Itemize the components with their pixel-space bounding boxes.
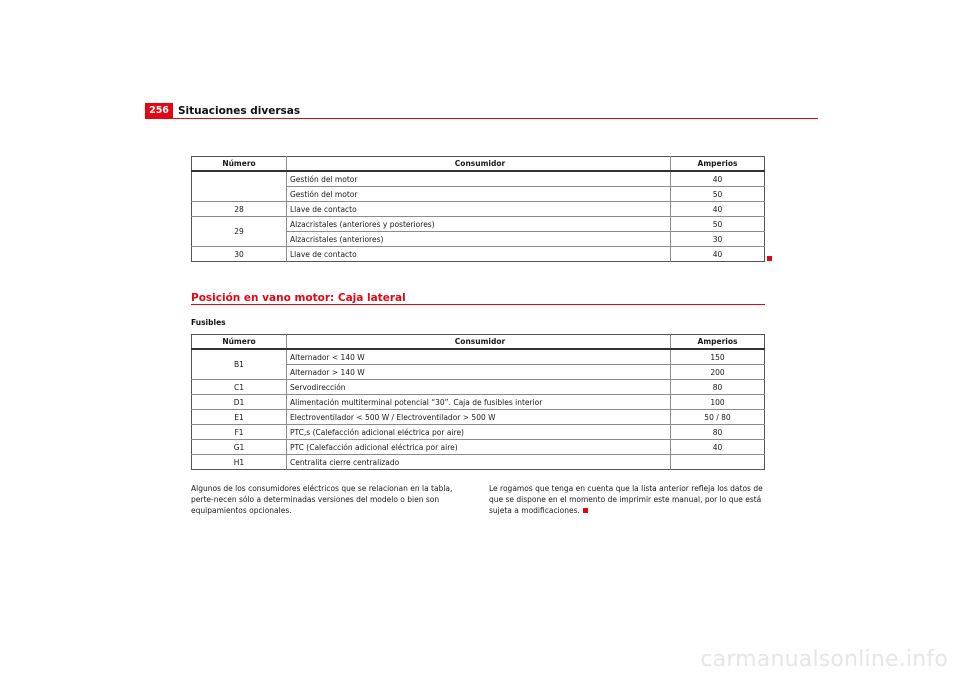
cell-consumidor: PTC (Calefacción adicional eléctrica por aire) xyxy=(287,440,671,455)
cell-amperios: 30 xyxy=(671,232,765,247)
cell-consumidor: Alimentación multiterminal potencial “30”. Caja de fusibles interior xyxy=(287,395,671,410)
table-row xyxy=(192,395,765,410)
cell-numero: C1 xyxy=(192,380,287,395)
cell-amperios: 100 xyxy=(671,395,765,410)
table-row xyxy=(192,455,765,470)
cell-numero: 30 xyxy=(192,247,287,262)
cell-amperios: 40 xyxy=(671,171,765,187)
page-number: 256 xyxy=(145,103,173,119)
table-header-row xyxy=(192,335,765,350)
cell-numero xyxy=(192,171,287,202)
table-row xyxy=(192,217,765,232)
cell-consumidor: Alzacristales (anteriores y posteriores) xyxy=(287,217,671,232)
column-header-amperios: Amperios xyxy=(671,157,765,172)
cell-consumidor: Alternador > 140 W xyxy=(287,365,671,380)
cell-consumidor: Alternador < 140 W xyxy=(287,349,671,365)
cell-consumidor: Gestión del motor xyxy=(287,171,671,187)
column-header-amperios: Amperios xyxy=(671,335,765,350)
section-rule xyxy=(191,304,765,305)
cell-numero: 29 xyxy=(192,217,287,247)
cell-consumidor: Gestión del motor xyxy=(287,187,671,202)
cell-consumidor: Electroventilador < 500 W / Electroventilador > 500 W xyxy=(287,410,671,425)
table-row xyxy=(192,410,765,425)
table-row xyxy=(192,247,765,262)
note-text-right: Le rogamos que tenga en cuenta que la lista anterior refleja los datos de que se dispone en el momento de imprimir este manual, por lo que está sujeta a modificaciones. xyxy=(489,484,763,515)
cell-amperios xyxy=(671,455,765,470)
table-row xyxy=(192,349,765,365)
note-text-left: Algunos de los consumidores eléctricos que se relacionan en la tabla, perte-necen sólo a determinadas versiones del modelo o bien son equipamientos opcionales. xyxy=(191,484,453,515)
cell-amperios: 50 xyxy=(671,217,765,232)
cell-numero: F1 xyxy=(192,425,287,440)
table-row xyxy=(192,171,765,187)
cell-consumidor: Llave de contacto xyxy=(287,202,671,217)
cell-amperios: 50 xyxy=(671,187,765,202)
subheading-fusibles: Fusibles xyxy=(191,318,226,327)
table-row xyxy=(192,440,765,455)
cell-numero: H1 xyxy=(192,455,287,470)
fuse-table-2 xyxy=(191,334,765,470)
cell-amperios: 150 xyxy=(671,349,765,365)
cell-numero: B1 xyxy=(192,349,287,380)
cell-numero: D1 xyxy=(192,395,287,410)
cell-numero: E1 xyxy=(192,410,287,425)
cell-numero: G1 xyxy=(192,440,287,455)
table-header-row xyxy=(192,157,765,172)
cell-amperios: 50 / 80 xyxy=(671,410,765,425)
table-row xyxy=(192,202,765,217)
cell-amperios: 40 xyxy=(671,202,765,217)
cell-consumidor: Alzacristales (anteriores) xyxy=(287,232,671,247)
cell-amperios: 40 xyxy=(712,249,723,259)
column-header-consumidor: Consumidor xyxy=(287,335,671,350)
note-optional-equipment xyxy=(191,483,469,516)
cell-consumidor: Servodirección xyxy=(287,380,671,395)
column-header-consumidor: Consumidor xyxy=(287,157,671,172)
running-title: Situaciones diversas xyxy=(178,105,301,117)
watermark: carmanualsonline.info xyxy=(700,647,948,672)
cell-consumidor: Llave de contacto xyxy=(287,247,671,262)
cell-amperios: 200 xyxy=(671,365,765,380)
note-data-disclaimer xyxy=(489,483,767,516)
fuse-table-1 xyxy=(191,156,765,262)
section-end-marker xyxy=(767,256,772,261)
cell-consumidor: PTC,s (Calefacción adicional eléctrica por aire) xyxy=(287,425,671,440)
section-heading: Posición en vano motor: Caja lateral xyxy=(191,292,406,304)
cell-numero: 28 xyxy=(192,202,287,217)
cell-amperios: 40 xyxy=(671,440,765,455)
column-header-numero: Número xyxy=(192,335,287,350)
header-rule xyxy=(145,118,818,119)
cell-amperios: 80 xyxy=(671,425,765,440)
table-row xyxy=(192,380,765,395)
table-row xyxy=(192,425,765,440)
cell-consumidor: Centralita cierre centralizado xyxy=(287,455,671,470)
column-header-numero: Número xyxy=(192,157,287,172)
section-end-marker xyxy=(583,508,588,513)
cell-amperios: 80 xyxy=(671,380,765,395)
